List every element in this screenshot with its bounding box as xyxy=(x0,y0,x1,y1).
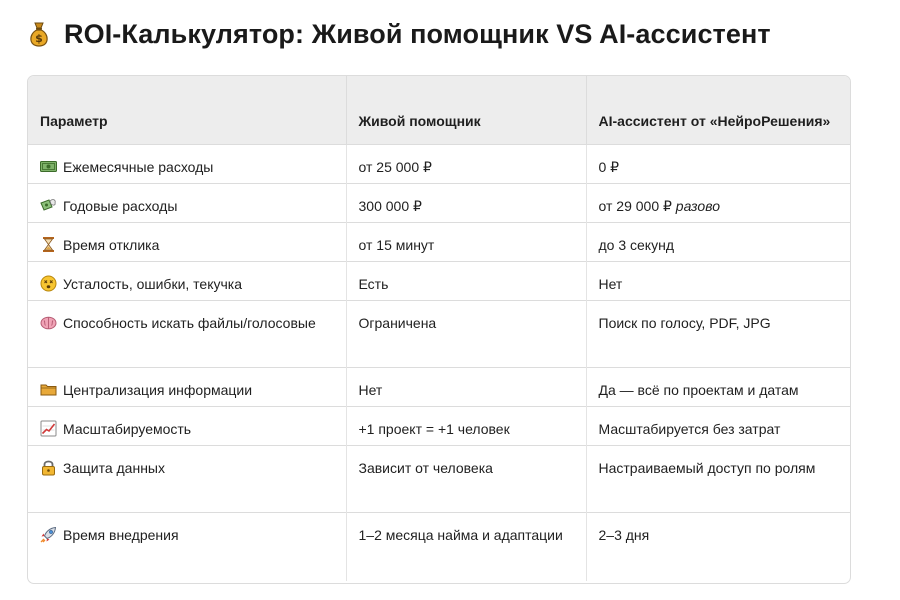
human-cell: 1–2 месяца найма и адаптации xyxy=(346,512,586,581)
brain-icon xyxy=(40,314,57,331)
ai-value-note: разово xyxy=(675,197,720,214)
chart-increasing-icon xyxy=(40,420,57,437)
param-cell xyxy=(28,222,346,261)
ai-value: Поиск по голосу, PDF, JPG xyxy=(598,314,771,331)
money-with-wings-icon xyxy=(40,197,57,214)
lock-icon xyxy=(40,459,57,476)
param-cell xyxy=(28,367,346,406)
header-param: Параметр xyxy=(28,76,346,144)
param-cell xyxy=(28,183,346,222)
ai-value: от 29 000 ₽ xyxy=(598,197,676,214)
param-cell xyxy=(28,445,346,512)
param-cell xyxy=(28,300,346,367)
ai-cell xyxy=(586,512,851,581)
ai-cell xyxy=(586,367,851,406)
table-row xyxy=(28,144,851,183)
param-cell xyxy=(28,512,346,581)
param-label: Время внедрения xyxy=(63,526,179,543)
svg-text:$: $ xyxy=(35,32,43,45)
param-cell xyxy=(28,261,346,300)
ai-value: Настраиваемый доступ по ролям xyxy=(598,459,816,476)
ai-value: до 3 секунд xyxy=(598,236,674,253)
rocket-icon xyxy=(40,526,57,543)
param-label: Ежемесячные расходы xyxy=(63,158,214,175)
human-cell: Ограничена xyxy=(346,300,586,367)
ai-cell xyxy=(586,406,851,445)
table-row xyxy=(28,445,851,512)
ai-value: 2–3 дня xyxy=(598,526,650,543)
table-row xyxy=(28,406,851,445)
param-label: Защита данных xyxy=(63,459,165,476)
human-cell: 300 000 ₽ xyxy=(346,183,586,222)
ai-cell xyxy=(586,261,851,300)
human-cell: Зависит от человека xyxy=(346,445,586,512)
human-cell: от 25 000 ₽ xyxy=(346,144,586,183)
ai-value: 0 ₽ xyxy=(598,158,620,175)
table-row xyxy=(28,300,851,367)
ai-value: Масштабируется без затрат xyxy=(598,420,781,437)
ai-cell xyxy=(586,445,851,512)
table-row xyxy=(28,367,851,406)
dollar-banknote-icon xyxy=(40,158,57,175)
human-cell: от 15 минут xyxy=(346,222,586,261)
money-bag-icon xyxy=(24,19,54,49)
dizzy-face-icon xyxy=(40,275,57,292)
param-label: Масштабируемость xyxy=(63,420,192,437)
table-header-row xyxy=(28,76,851,144)
param-cell xyxy=(28,406,346,445)
param-label: Способность искать файлы/голосовые xyxy=(63,314,316,331)
ai-cell xyxy=(586,183,851,222)
param-cell xyxy=(28,144,346,183)
ai-value: Нет xyxy=(598,275,623,292)
table-row xyxy=(28,512,851,581)
param-label: Время отклика xyxy=(63,236,160,253)
hourglass-icon xyxy=(40,236,57,253)
param-label: Усталость, ошибки, текучка xyxy=(63,275,243,292)
page-title xyxy=(24,14,771,54)
page-title-text: ROI-Калькулятор: Живой помощник VS AI-ассистент xyxy=(64,18,771,49)
param-label: Централизация информации xyxy=(63,381,253,398)
param-label: Годовые расходы xyxy=(63,197,178,214)
human-cell: Есть xyxy=(346,261,586,300)
header-human: Живой помощник xyxy=(346,76,586,144)
table-row xyxy=(28,261,851,300)
ai-cell xyxy=(586,300,851,367)
human-cell: Нет xyxy=(346,367,586,406)
folder-icon xyxy=(40,381,57,398)
comparison-table xyxy=(27,75,851,584)
table-row xyxy=(28,183,851,222)
header-ai: AI-ассистент от «НейроРешения» xyxy=(598,112,831,129)
human-cell: +1 проект = +1 человек xyxy=(346,406,586,445)
ai-cell xyxy=(586,222,851,261)
ai-value: Да — всё по проектам и датам xyxy=(598,381,799,398)
ai-cell xyxy=(586,144,851,183)
table-row xyxy=(28,222,851,261)
